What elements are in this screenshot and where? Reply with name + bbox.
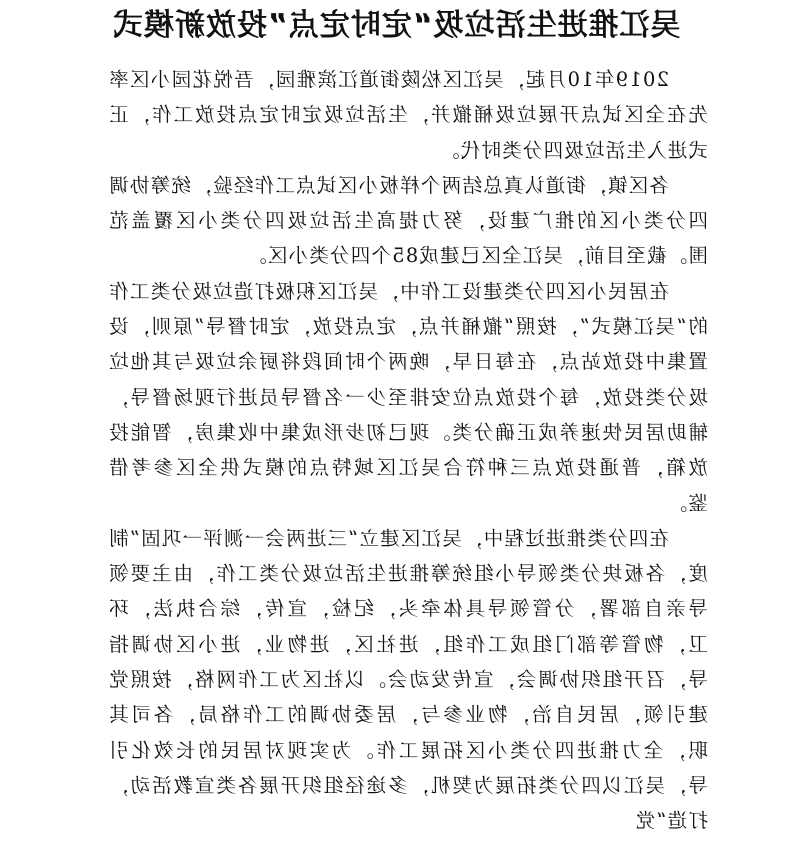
article-paragraph (108, 521, 708, 839)
article-paragraph-text: 各区镇，街道认真总结两个样板小区试点工作经验，统筹协调四分类小区的推广建设，努力提高生活垃圾四分类小区覆盖范围。截至目前，吴江全区已建成85个四分类小区。 (108, 173, 708, 268)
article-paragraph (108, 168, 708, 274)
article-body (108, 62, 708, 839)
article-title (0, 6, 793, 46)
article-title-text: 吴江推进生活垃圾“定时定点”投放新模式 (112, 8, 681, 43)
article-paragraph-text: 在四分类推进过程中，吴江区建立“三进两会一测评一巩固”制度，各板块分类领导小组统筹推进生活垃圾分类工作，由主要领导亲自部署，分管领导具体牵头，纪检，宣传，综合执法，环卫，物管等部门组成工作组，进社区，进物业，进小区协调指导，召开组织协调会，宣传发动会。以社区为工作网格，按照党建引领，居民自治，物业参与，居委协调的工作格局，各司其职，全力推进四分类小区拓展工作。为实现对居民的长效化引导，吴江以四分类拓展为契机，多途径组织开展各类宣教活动，打造“党 (108, 526, 708, 833)
article-paragraph-text: 在居民小区四分类建设工作中，吴江区积极打造垃圾分类工作的“吴江模式”，按照“撤桶并点，定点投放，定时督导”原则，设置集中投放站点，在每日早，晚两个时间段将厨余垃圾与其他垃圾分类投放，每个投放点位安排至少一名督导员进行现场督导，辅助居民快速养成正确分类。现已初步形成集中收集房，智能投放箱，普通投放点三种符合吴江区域特点的模式供全区参考借鉴。 (108, 279, 708, 515)
article-paragraph (108, 274, 708, 521)
article-paragraph (108, 62, 708, 168)
article-paragraph-text: 2019年10月起，吴江区松陵街道江滨雅园，吾悦花园小区率先在全区试点开展垃圾桶撤并，生活垃圾定时定点投放工作，正式进入生活垃圾四分类时代。 (108, 68, 708, 162)
